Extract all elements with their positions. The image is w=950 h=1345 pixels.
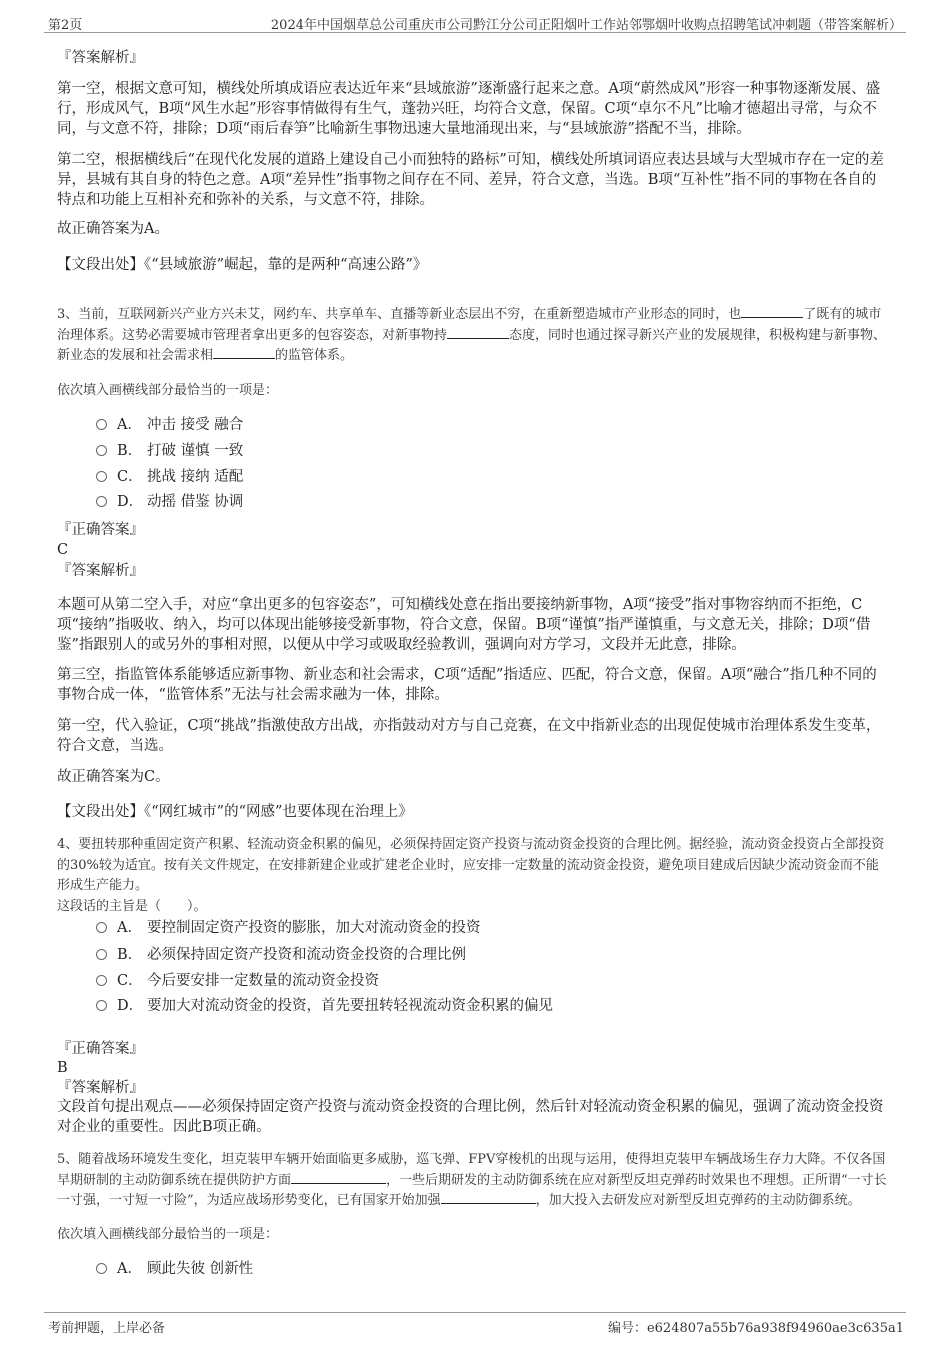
q2-analysis-label: 『答案解析』 — [57, 50, 144, 66]
q4-option-a[interactable]: A． 要控制固定资产投资的膨胀，加大对流动资金的投资 — [96, 918, 481, 938]
q3-instruction: 依次填入画横线部分最恰当的一项是： — [57, 383, 279, 398]
q3-analysis-para3: 第一空，代入验证，C项“挑战”指激使敌方出战，亦指鼓动对方与自己竞赛，在文中指新业态的出现促使城市治理体系发生变革，符合文意，当选。 — [57, 718, 881, 754]
radio-icon[interactable] — [96, 496, 107, 507]
radio-icon[interactable] — [96, 445, 107, 456]
radio-icon[interactable] — [96, 1000, 107, 1011]
blank-2 — [441, 1202, 536, 1204]
q4-option-b[interactable]: B． 必须保持固定资产投资和流动资金投资的合理比例 — [96, 945, 466, 965]
document-title: 2024年中国烟草总公司重庆市公司黔江分公司正阳烟叶工作站邻鄂烟叶收购点招聘笔试冲刺题（带答案解析） — [270, 18, 902, 33]
q4-answer-label: 『正确答案』 — [57, 1041, 144, 1057]
blank-3 — [213, 357, 275, 359]
q5-option-a[interactable]: A． 顾此失彼 创新性 — [96, 1259, 253, 1279]
blank-1 — [291, 1182, 386, 1184]
q4-stem: 4、要扭转那种重固定资产积累、轻流动资金积累的偏见，必须保持固定资产投资与流动资金投资的合理比例。据经验，流动资金投资占全部投资的30%较为适宜。按有关文件规定，在安排新建企业或扩建老企业时，应安排一定数量的流动资金投资，避免项目建成后因缺少流动资金而不能形成生产能力。 — [57, 837, 885, 893]
radio-icon[interactable] — [96, 949, 107, 960]
radio-icon[interactable] — [96, 419, 107, 430]
q2-conclusion: 故正确答案为A。 — [57, 221, 169, 237]
blank-1 — [741, 316, 803, 318]
q4-option-c[interactable]: C． 今后要安排一定数量的流动资金投资 — [96, 971, 379, 991]
q3-option-c[interactable]: C． 挑战 接纳 适配 — [96, 467, 243, 487]
q5-stem: 5、随着战场环境发生变化，坦克装甲车辆开始面临更多威胁，巡飞弹、FPV穿梭机的出现与运用，使得坦克装甲车辆战场生存力大降。不仅各国早期研制的主动防御系统在提供防护方面 ，一些后期研发的主动防御系统在应对新型反坦克弹药时效果也不理想。正所谓“一寸长一寸强，一寸短一寸险”，为适应战场形势变化，已有国家开始加强 ，加大投入去研发应对新型反坦克弹药的主动防御系统。 — [57, 1152, 887, 1208]
q3-stem: 3、当前，互联网新兴产业方兴未艾，网约车、共享单车、直播等新业态层出不穷，在重新塑造城市产业形态的同时，也 了既有的城市治理体系。这势必需要城市管理者拿出更多的包容姿态，对新事物持 态度，同时也通过探寻新兴产业的发展规律，积极构建与新事物、新业态的发展和社会需求相 的监管体系。 — [57, 307, 887, 363]
q3-option-d[interactable]: D． 动摇 借鉴 协调 — [96, 492, 243, 512]
document-id: 编号：e624807a55b76a938f94960ae3c635a1 — [607, 1321, 904, 1336]
q3-conclusion: 故正确答案为C。 — [57, 769, 170, 785]
q3-source: 【文段出处】《“网红城市”的“网感”也要体现在治理上》 — [57, 804, 413, 820]
q3-option-b[interactable]: B． 打破 谨慎 一致 — [96, 441, 243, 461]
q2-source: 【文段出处】《“县域旅游”崛起，靠的是两种“高速公路”》 — [57, 257, 428, 273]
q2-analysis-para2: 第二空，根据横线后“在现代化发展的道路上建设自己小而独特的路标”可知，横线处所填词语应表达县域与大型城市存在一定的差异，县城有其自身的特色之意。A项“差异性”指事物之间存在不同、差异，符合文意，当选。B项“互补性”指不同的事物在各自的特点和功能上互相补充和弥补的关系，与文意不符，排除。 — [57, 152, 884, 208]
q3-option-a[interactable]: A． 冲击 接受 融合 — [96, 415, 243, 435]
q4-option-d[interactable]: D． 要加大对流动资金的投资，首先要扭转轻视流动资金积累的偏见 — [96, 996, 553, 1016]
q3-answer-label: 『正确答案』 — [57, 522, 144, 538]
q3-analysis-label: 『答案解析』 — [57, 563, 144, 579]
q4-answer: B — [57, 1060, 68, 1076]
radio-icon[interactable] — [96, 975, 107, 986]
page-number: 第2页 — [48, 18, 83, 33]
blank-2 — [447, 337, 509, 339]
q5-instruction: 依次填入画横线部分最恰当的一项是： — [57, 1227, 279, 1242]
q4-analysis-label: 『答案解析』 — [57, 1080, 144, 1096]
radio-icon[interactable] — [96, 471, 107, 482]
q2-analysis-para1: 第一空，根据文意可知，横线处所填成语应表达近年来“县域旅游”逐渐盛行起来之意。A项“蔚然成风”形容一种事物逐渐发展、盛行，形成风气，B项“风生水起”形容事情做得有生气，蓬勃兴旺，均符合文意，保留。C项“卓尔不凡”比喻才德超出寻常，与众不同，与文意不符，排除；D项“雨后春笋”比喻新生事物迅速大量地涌现出来，与“县域旅游”搭配不当，排除。 — [57, 81, 881, 137]
radio-icon[interactable] — [96, 1263, 107, 1274]
q3-analysis-para1: 本题可从第二空入手，对应“拿出更多的包容姿态”，可知横线处意在指出要接纳新事物，A项“接受”指对事物容纳而不拒绝，C项“接纳”指吸收、纳入，均可以体现出能够接受新事物，符合文意，保留。B项“谨慎”指严谨慎重，与文意无关，排除；D项“借鉴”指跟别人的或另外的事相对照，以便从中学习或吸取经验教训，强调向对方学习，文段并无此意，排除。 — [57, 597, 871, 653]
page-header — [44, 12, 906, 33]
q4-analysis: 文段首句提出观点——必须保持固定资产投资与流动资金投资的合理比例，然后针对轻流动资金积累的偏见，强调了流动资金投资对企业的重要性。因此B项正确。 — [57, 1099, 884, 1135]
radio-icon[interactable] — [96, 922, 107, 933]
q3-analysis-para2: 第三空，指监管体系能够适应新事物、新业态和社会需求，C项“适配”指适应、匹配，符合文意，保留。A项“融合”指几种不同的事物合成一体，“监管体系”无法与社会需求融为一体，排除。 — [57, 667, 877, 703]
page-footer — [44, 1312, 906, 1335]
q3-answer: C — [57, 542, 69, 558]
q4-question: 这段话的主旨是（ ）。 — [57, 899, 207, 914]
footer-slogan: 考前押题，上岸必备 — [48, 1321, 166, 1336]
